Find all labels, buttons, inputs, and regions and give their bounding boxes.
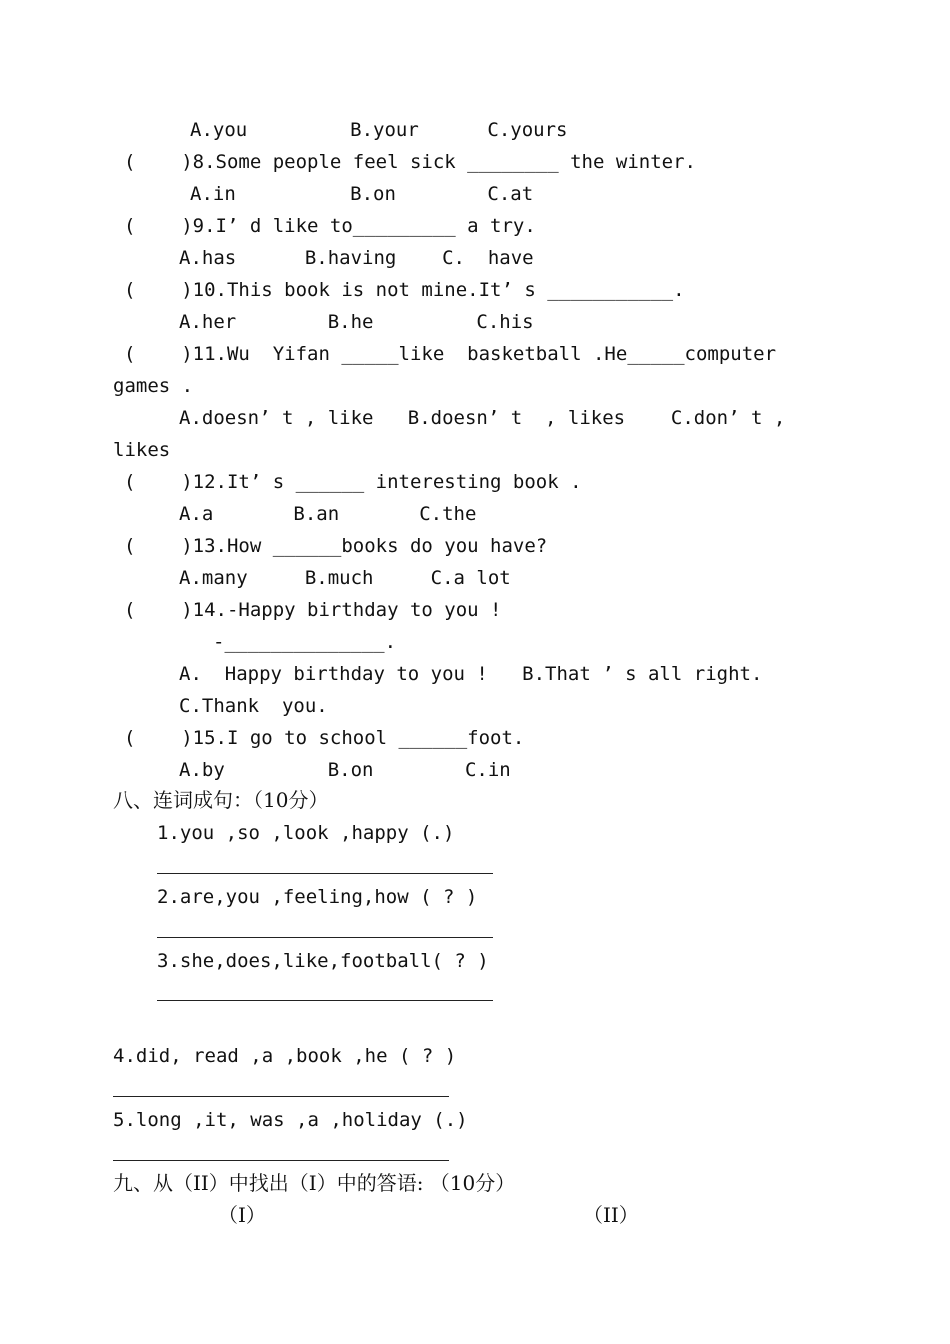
section9-column-2-label: （II） xyxy=(583,1203,639,1227)
q7-options: A.you B.your C.yours xyxy=(190,119,568,141)
answer-line-5[interactable] xyxy=(113,1160,449,1161)
q10-options: A.her B.he C.his xyxy=(179,311,534,333)
q14-options-ab: A. Happy birthday to you ! B.That ’ s all right. xyxy=(179,663,763,685)
q9-options: A.has B.having C. have xyxy=(179,247,534,269)
q12-options: A.a B.an C.the xyxy=(179,503,477,525)
section9-heading: 九、从（II）中找出（I）中的答语: （10分） xyxy=(113,1171,516,1195)
q14-options-c: C.Thank you. xyxy=(179,695,328,717)
section8-item-1: 1.you ,so ,look ,happy (.) xyxy=(157,822,455,844)
q11-options-continued: likes xyxy=(113,439,171,461)
section8-item-4: 4.did, read ,a ,book ,he ( ? ) xyxy=(113,1045,457,1067)
section8-item-3: 3.she,does,like,football( ? ) xyxy=(157,950,489,972)
q9-text: ( )9.I’ d like to_________ a try. xyxy=(124,215,536,237)
answer-line-3[interactable] xyxy=(157,1000,493,1001)
q11-text-continued: games . xyxy=(113,375,194,397)
section9-column-1-label: （I） xyxy=(218,1203,266,1227)
q14-reply: -______________. xyxy=(213,631,397,653)
section8-item-5: 5.long ,it, was ,a ,holiday (.) xyxy=(113,1109,468,1131)
q14-text: ( )14.-Happy birthday to you ! xyxy=(124,599,502,621)
q11-options: A.doesn’ t , like B.doesn’ t , likes C.don’ t , xyxy=(179,407,786,429)
answer-line-1[interactable] xyxy=(157,873,493,874)
q15-text: ( )15.I go to school ______foot. xyxy=(124,727,525,749)
section8-item-2: 2.are,you ,feeling,how ( ? ) xyxy=(157,886,478,908)
q11-text: ( )11.Wu Yifan _____like basketball .He_____computer xyxy=(124,343,777,365)
answer-line-2[interactable] xyxy=(157,937,493,938)
q8-options: A.in B.on C.at xyxy=(190,183,534,205)
q13-text: ( )13.How ______books do you have? xyxy=(124,535,548,557)
q12-text: ( )12.It’ s ______ interesting book . xyxy=(124,471,582,493)
q13-options: A.many B.much C.a lot xyxy=(179,567,511,589)
answer-line-4[interactable] xyxy=(113,1096,449,1097)
q15-options: A.by B.on C.in xyxy=(179,759,511,781)
q8-text: ( )8.Some people feel sick ________ the winter. xyxy=(124,151,696,173)
q10-text: ( )10.This book is not mine.It’ s ___________. xyxy=(124,279,685,301)
section8-heading: 八、连词成句：（10分） xyxy=(113,788,329,812)
